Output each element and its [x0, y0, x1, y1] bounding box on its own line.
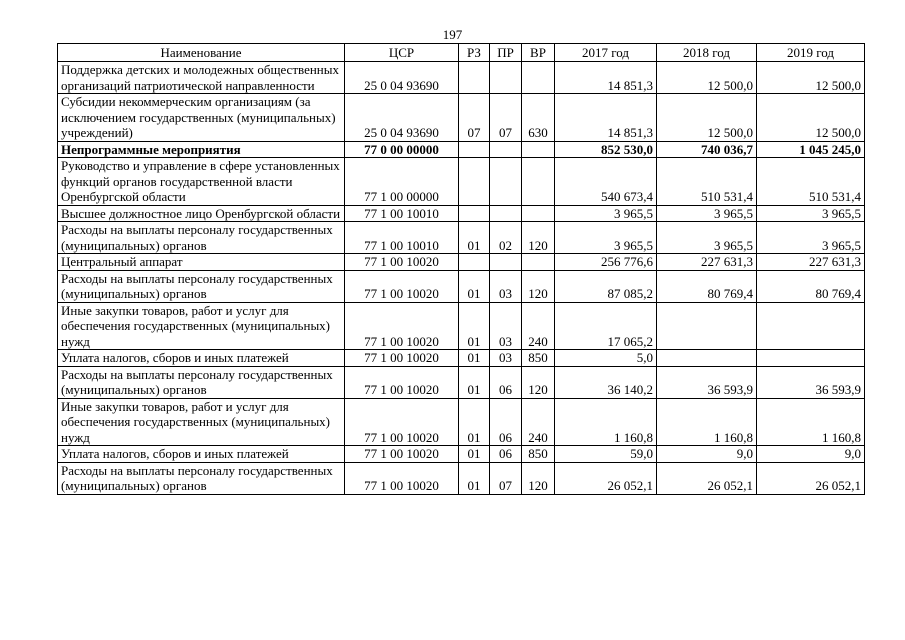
- cell-csr: 77 1 00 10020: [345, 366, 459, 398]
- cell-csr: 25 0 04 93690: [345, 62, 459, 94]
- cell-rz: 07: [459, 94, 490, 142]
- cell-rz: 01: [459, 350, 490, 367]
- cell-2019: [757, 350, 865, 367]
- cell-2017: 26 052,1: [555, 462, 657, 494]
- cell-csr: 77 1 00 10020: [345, 302, 459, 350]
- cell-vr: [522, 62, 555, 94]
- cell-2019: 80 769,4: [757, 270, 865, 302]
- cell-name: Непрограммные мероприятия: [58, 141, 345, 158]
- cell-name: Высшее должностное лицо Оренбургской области: [58, 205, 345, 222]
- cell-2019: 26 052,1: [757, 462, 865, 494]
- cell-2019: 12 500,0: [757, 94, 865, 142]
- cell-name: Иные закупки товаров, работ и услуг для обеспечения государственных (муниципальных) нужд: [58, 398, 345, 446]
- cell-2018: 3 965,5: [657, 222, 757, 254]
- cell-name: Иные закупки товаров, работ и услуг для обеспечения государственных (муниципальных) нужд: [58, 302, 345, 350]
- cell-pr: 06: [490, 366, 522, 398]
- cell-2019: 3 965,5: [757, 205, 865, 222]
- cell-rz: [459, 254, 490, 271]
- table-row: [58, 94, 865, 142]
- cell-pr: 03: [490, 270, 522, 302]
- cell-2019: 36 593,9: [757, 366, 865, 398]
- cell-rz: 01: [459, 398, 490, 446]
- cell-2017: 5,0: [555, 350, 657, 367]
- cell-vr: [522, 141, 555, 158]
- cell-2018: [657, 302, 757, 350]
- cell-csr: 25 0 04 93690: [345, 94, 459, 142]
- header-2018: 2018 год: [657, 44, 757, 62]
- cell-name: Центральный аппарат: [58, 254, 345, 271]
- cell-pr: [490, 205, 522, 222]
- cell-pr: [490, 158, 522, 206]
- cell-2017: 256 776,6: [555, 254, 657, 271]
- table-row: [58, 302, 865, 350]
- header-rz: РЗ: [459, 44, 490, 62]
- cell-2019: 9,0: [757, 446, 865, 463]
- cell-2017: 14 851,3: [555, 94, 657, 142]
- cell-name: Поддержка детских и молодежных общественных организаций патриотической направленности: [58, 62, 345, 94]
- cell-2017: 17 065,2: [555, 302, 657, 350]
- cell-rz: [459, 158, 490, 206]
- cell-vr: [522, 205, 555, 222]
- cell-2019: [757, 302, 865, 350]
- cell-pr: 03: [490, 302, 522, 350]
- header-pr: ПР: [490, 44, 522, 62]
- cell-2017: 14 851,3: [555, 62, 657, 94]
- cell-pr: 06: [490, 446, 522, 463]
- cell-rz: 01: [459, 366, 490, 398]
- table-row: [58, 398, 865, 446]
- cell-2018: 36 593,9: [657, 366, 757, 398]
- cell-rz: 01: [459, 222, 490, 254]
- cell-csr: 77 1 00 10020: [345, 254, 459, 271]
- cell-2018: [657, 350, 757, 367]
- cell-rz: 01: [459, 446, 490, 463]
- cell-vr: [522, 158, 555, 206]
- cell-rz: 01: [459, 462, 490, 494]
- header-row: [58, 44, 865, 62]
- cell-2019: 1 045 245,0: [757, 141, 865, 158]
- table-row: [58, 270, 865, 302]
- cell-csr: 77 1 00 10020: [345, 398, 459, 446]
- cell-2018: 740 036,7: [657, 141, 757, 158]
- cell-name: Уплата налогов, сборов и иных платежей: [58, 350, 345, 367]
- cell-2019: 1 160,8: [757, 398, 865, 446]
- cell-vr: 120: [522, 270, 555, 302]
- cell-2017: 36 140,2: [555, 366, 657, 398]
- cell-2019: 12 500,0: [757, 62, 865, 94]
- cell-csr: 77 1 00 10010: [345, 222, 459, 254]
- cell-rz: 01: [459, 270, 490, 302]
- cell-2019: 3 965,5: [757, 222, 865, 254]
- cell-2017: 852 530,0: [555, 141, 657, 158]
- cell-name: Расходы на выплаты персоналу государственных (муниципальных) органов: [58, 366, 345, 398]
- header-vr: ВР: [522, 44, 555, 62]
- cell-csr: 77 1 00 10020: [345, 350, 459, 367]
- table-row: [58, 158, 865, 206]
- cell-name: Субсидии некоммерческим организациям (за исключением государственных (муниципальных) учреждений): [58, 94, 345, 142]
- cell-name: Расходы на выплаты персоналу государственных (муниципальных) органов: [58, 270, 345, 302]
- table-row: [58, 62, 865, 94]
- cell-rz: [459, 205, 490, 222]
- cell-vr: 120: [522, 222, 555, 254]
- cell-2018: 12 500,0: [657, 94, 757, 142]
- budget-table: [57, 43, 865, 495]
- cell-2018: 80 769,4: [657, 270, 757, 302]
- cell-2017: 87 085,2: [555, 270, 657, 302]
- cell-vr: 120: [522, 366, 555, 398]
- cell-rz: [459, 62, 490, 94]
- header-2017: 2017 год: [555, 44, 657, 62]
- header-2019: 2019 год: [757, 44, 865, 62]
- cell-vr: 240: [522, 398, 555, 446]
- table-row: [58, 366, 865, 398]
- cell-vr: [522, 254, 555, 271]
- cell-vr: 630: [522, 94, 555, 142]
- table-row: [58, 350, 865, 367]
- cell-pr: 07: [490, 462, 522, 494]
- cell-2017: 3 965,5: [555, 205, 657, 222]
- table-row: [58, 205, 865, 222]
- table-row: [58, 254, 865, 271]
- cell-name: Уплата налогов, сборов и иных платежей: [58, 446, 345, 463]
- cell-2018: 1 160,8: [657, 398, 757, 446]
- cell-csr: 77 1 00 10020: [345, 446, 459, 463]
- cell-name: Руководство и управление в сфере установленных функций органов государственной власти Оренбургской области: [58, 158, 345, 206]
- cell-pr: [490, 254, 522, 271]
- cell-vr: 120: [522, 462, 555, 494]
- cell-2017: 3 965,5: [555, 222, 657, 254]
- cell-2018: 12 500,0: [657, 62, 757, 94]
- cell-2019: 227 631,3: [757, 254, 865, 271]
- page-number: 197: [442, 27, 463, 42]
- cell-vr: 850: [522, 350, 555, 367]
- cell-pr: [490, 62, 522, 94]
- cell-2018: 3 965,5: [657, 205, 757, 222]
- cell-pr: 03: [490, 350, 522, 367]
- cell-vr: 240: [522, 302, 555, 350]
- header-name: Наименование: [58, 44, 345, 62]
- cell-2017: 540 673,4: [555, 158, 657, 206]
- cell-pr: [490, 141, 522, 158]
- cell-vr: 850: [522, 446, 555, 463]
- cell-csr: 77 0 00 00000: [345, 141, 459, 158]
- table-row: [58, 141, 865, 158]
- cell-name: Расходы на выплаты персоналу государственных (муниципальных) органов: [58, 222, 345, 254]
- cell-2018: 9,0: [657, 446, 757, 463]
- table-row: [58, 222, 865, 254]
- cell-2018: 26 052,1: [657, 462, 757, 494]
- cell-2017: 59,0: [555, 446, 657, 463]
- cell-2018: 510 531,4: [657, 158, 757, 206]
- cell-pr: 02: [490, 222, 522, 254]
- cell-pr: 07: [490, 94, 522, 142]
- cell-name: Расходы на выплаты персоналу государственных (муниципальных) органов: [58, 462, 345, 494]
- cell-2017: 1 160,8: [555, 398, 657, 446]
- cell-csr: 77 1 00 00000: [345, 158, 459, 206]
- table-row: [58, 446, 865, 463]
- cell-csr: 77 1 00 10020: [345, 462, 459, 494]
- cell-2018: 227 631,3: [657, 254, 757, 271]
- table-row: [58, 462, 865, 494]
- cell-pr: 06: [490, 398, 522, 446]
- cell-rz: [459, 141, 490, 158]
- cell-csr: 77 1 00 10020: [345, 270, 459, 302]
- cell-rz: 01: [459, 302, 490, 350]
- cell-csr: 77 1 00 10010: [345, 205, 459, 222]
- cell-2019: 510 531,4: [757, 158, 865, 206]
- header-csr: ЦСР: [345, 44, 459, 62]
